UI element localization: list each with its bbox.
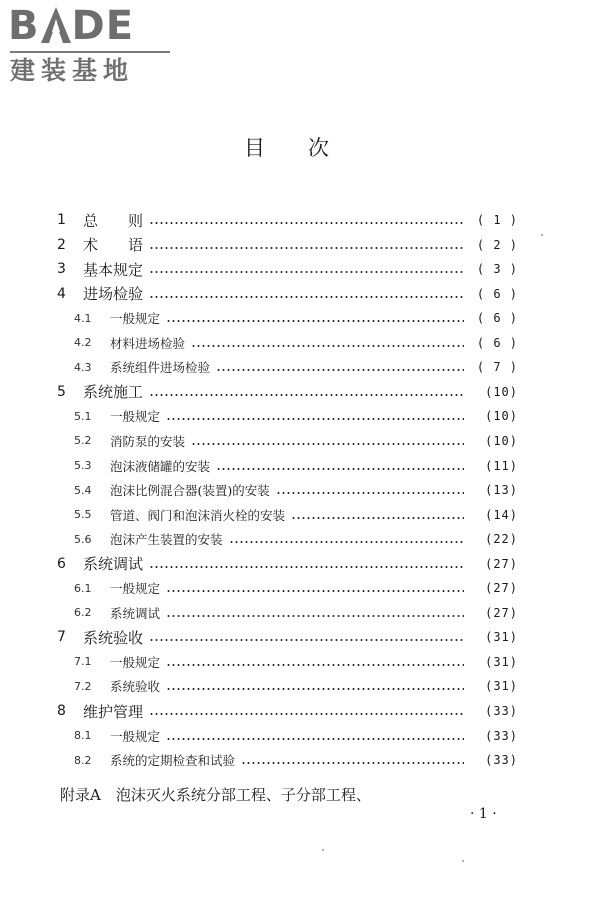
toc-number: 6 (57, 555, 66, 572)
toc-number: 2 (57, 236, 66, 253)
toc-label: 术 语 (83, 236, 144, 255)
toc-number: 5.5 (74, 508, 92, 522)
toc-leader-dots (191, 443, 464, 445)
scan-speck (462, 860, 464, 862)
toc-number: 4 (57, 285, 66, 302)
toc-page-number: (10) (485, 409, 518, 424)
toc-label: 基本规定 (83, 260, 144, 279)
logo-letters-de: DE (71, 3, 135, 49)
toc-label: 泡沫液储罐的安装 (110, 458, 211, 474)
toc-chapter-row (0, 552, 600, 576)
toc-label: 系统调试 (110, 605, 161, 621)
logo-letter-a-icon (40, 4, 72, 44)
toc-number: 5.2 (74, 434, 92, 448)
toc-page-number: (10) (485, 384, 518, 399)
toc-number: 8.1 (74, 729, 92, 743)
toc-page-number: ( 2 ) (476, 237, 518, 252)
toc-page-number: (10) (485, 433, 518, 448)
toc-leader-dots (276, 492, 464, 494)
toc-label: 一般规定 (110, 581, 161, 597)
toc-label: 系统验收 (110, 679, 161, 695)
toc-label: 消防泵的安装 (110, 433, 186, 449)
toc-page-number: (27) (485, 581, 518, 596)
toc-label: 一般规定 (110, 311, 161, 327)
toc-section-row (0, 331, 600, 355)
toc-leader-dots (149, 713, 464, 715)
toc-chapter-row (0, 208, 600, 232)
toc-number: 8 (57, 703, 66, 719)
toc-section-row (0, 454, 600, 478)
toc-leader-dots (166, 590, 464, 592)
toc-chapter-row (0, 380, 600, 404)
toc-label: 泡沫产生装置的安装 (110, 532, 223, 548)
toc-leader-dots (216, 369, 464, 371)
toc-section-row (0, 355, 600, 379)
toc-label: 系统的定期检查和试验 (110, 753, 236, 769)
toc-page-number: ( 6 ) (476, 311, 518, 326)
toc-page-number: (14) (485, 507, 518, 522)
toc-page-number: (31) (485, 679, 518, 694)
toc-chapter-row (0, 257, 600, 281)
toc-label: 一般规定 (110, 728, 161, 744)
toc-page-number: (33) (485, 753, 518, 768)
title-char-2: 次 (308, 136, 331, 160)
toc-chapter-row (0, 233, 600, 257)
toc-section-row (0, 429, 600, 453)
toc-chapter-row (0, 699, 600, 723)
toc-page-number: (31) (485, 654, 518, 669)
toc-label: 系统施工 (83, 383, 144, 402)
toc-number: 7.1 (74, 655, 92, 669)
toc-number: 4.3 (74, 360, 92, 374)
appendix-entry: 附录A 泡沫灭火系统分部工程、子分部工程、 (60, 786, 371, 804)
toc-page-number: (33) (485, 704, 518, 718)
toc-label: 一般规定 (110, 654, 161, 670)
scan-speck (541, 234, 543, 236)
toc-label: 泡沫比例混合器(装置)的安装 (110, 483, 270, 499)
toc-page-number: ( 6 ) (476, 286, 518, 301)
toc-number: 6.1 (74, 581, 92, 595)
toc-number: 5.4 (74, 483, 92, 497)
scan-speck (322, 849, 324, 851)
toc-number: 5.6 (74, 532, 92, 546)
toc-leader-dots (229, 541, 464, 543)
toc-section-row (0, 650, 600, 674)
toc-leader-dots (149, 247, 464, 249)
toc-number: 3 (57, 261, 66, 278)
toc-section-row (0, 601, 600, 625)
toc-leader-dots (149, 296, 464, 298)
toc-label: 总 则 (83, 211, 144, 230)
toc-section-row (0, 306, 600, 330)
toc-leader-dots (149, 271, 464, 273)
toc-leader-dots (166, 418, 464, 420)
toc-label: 系统调试 (83, 555, 144, 574)
logo-letter-b: B (8, 3, 40, 49)
toc-chapter-row (0, 625, 600, 649)
toc-page-number: ( 6 ) (476, 335, 518, 350)
toc-section-row (0, 724, 600, 748)
toc-number: 4.1 (74, 311, 92, 325)
toc-label: 进场检验 (83, 285, 144, 304)
toc-section-row (0, 478, 600, 502)
toc-page-number: ( 7 ) (476, 360, 518, 375)
toc-page-number: (31) (485, 630, 518, 645)
toc-label: 系统验收 (83, 628, 144, 647)
toc-label: 材料进场检验 (110, 335, 186, 351)
toc-leader-dots (216, 468, 464, 470)
toc-leader-dots (166, 664, 464, 666)
toc-leader-dots (191, 345, 464, 347)
toc-number: 7 (57, 629, 66, 646)
toc-leader-dots (149, 639, 464, 641)
toc-section-row (0, 503, 600, 527)
toc-leader-dots (149, 222, 464, 224)
toc-leader-dots (166, 320, 464, 322)
toc-number: 4.2 (74, 336, 92, 350)
toc-page-number: (13) (485, 483, 518, 498)
toc-label: 系统组件进场检验 (110, 360, 211, 376)
toc-label: 维护管理 (83, 702, 144, 721)
toc-label: 管道、阀门和泡沫消火栓的安装 (110, 507, 286, 523)
toc-number: 5.1 (74, 409, 92, 423)
bade-logo (8, 4, 178, 88)
logo-divider (10, 51, 170, 53)
page-number: · 1 · (470, 806, 497, 822)
logo-wordmark (8, 4, 134, 48)
toc-leader-dots (166, 615, 464, 617)
toc-leader-dots (149, 566, 464, 568)
toc-leader-dots (241, 762, 464, 764)
logo-chinese-text: 建装基地 (10, 56, 135, 85)
toc-section-row (0, 674, 600, 698)
toc-page-number: (11) (485, 458, 518, 473)
toc-label: 一般规定 (110, 409, 161, 425)
toc-leader-dots (166, 738, 464, 740)
toc-number: 5 (57, 383, 66, 400)
toc-page-number: ( 3 ) (476, 262, 518, 277)
toc-number: 5.3 (74, 459, 92, 472)
toc-number: 6.2 (74, 606, 92, 620)
toc-page-number: (33) (485, 728, 518, 743)
toc-page-number: (27) (485, 605, 518, 620)
toc-number: 7.2 (74, 679, 92, 693)
toc-page-number: ( 1 ) (476, 213, 518, 227)
toc-page-number: (22) (485, 532, 518, 547)
toc-chapter-row (0, 282, 600, 306)
toc-section-row (0, 576, 600, 600)
toc-leader-dots (149, 394, 464, 396)
toc-number: 8.2 (74, 753, 92, 767)
toc-page-number: (27) (485, 556, 518, 571)
toc-section-row (0, 527, 600, 551)
toc-leader-dots (291, 517, 464, 519)
title-char-1: 目 (244, 136, 267, 160)
toc-section-row (0, 404, 600, 428)
toc-section-row (0, 748, 600, 772)
toc-number: 1 (57, 212, 66, 228)
toc-leader-dots (166, 688, 464, 690)
